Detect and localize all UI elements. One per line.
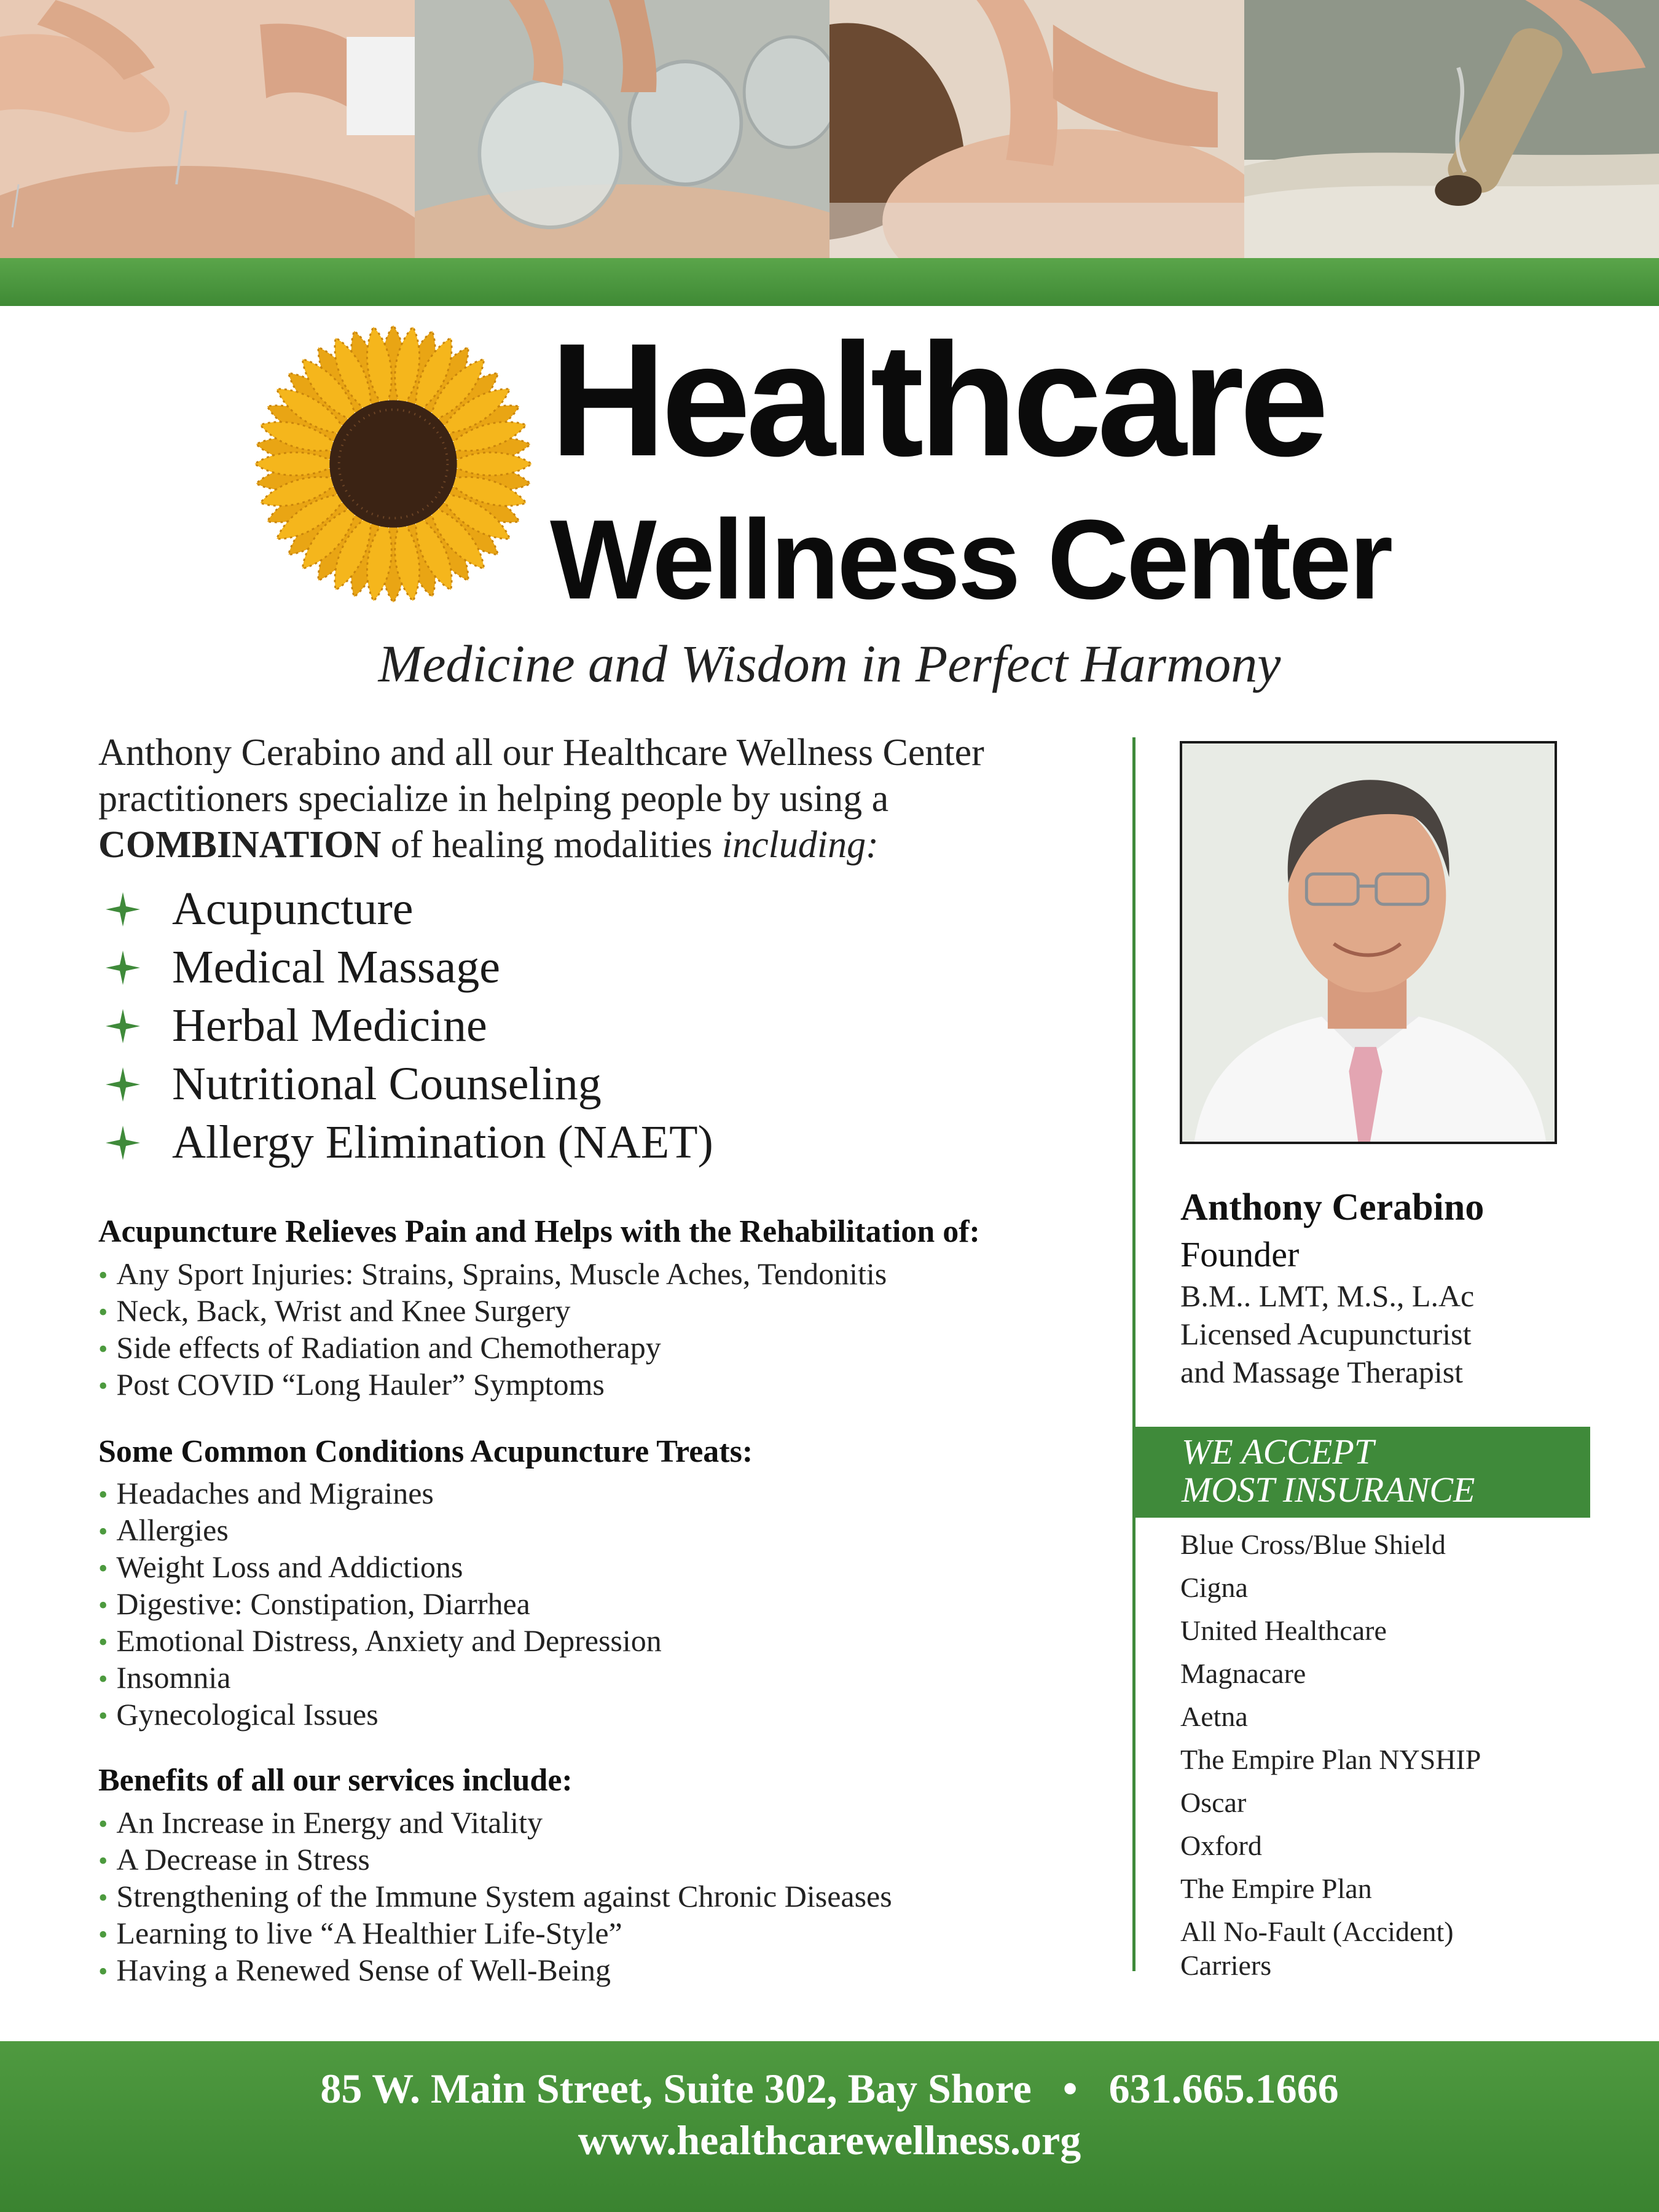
insurance-carrier-no-fault [1180,1915,1481,1982]
conditions-heading: Some Common Conditions Acupuncture Treats: [98,1434,753,1469]
bullet-dot-icon: • [98,1883,108,1913]
list-item [98,1841,892,1878]
list-item [98,1292,887,1329]
modality-item [98,938,713,997]
list-item-text: Side effects of Radiation and Chemotherapy [116,1330,661,1365]
bullet-dot-icon: • [98,1297,108,1327]
bullet-dot-icon: • [98,1701,108,1731]
footer [0,2041,1659,2212]
list-item-text: Neck, Back, Wrist and Knee Surgery [116,1293,571,1328]
benefits-heading: Benefits of all our services include: [98,1763,573,1798]
bullet-dot-icon: • [98,1590,108,1620]
bullet-dot-icon: • [98,1627,108,1657]
list-item [98,1804,892,1841]
founder-credentials: B.M.. LMT, M.S., L.Ac [1180,1279,1475,1313]
footer-website[interactable]: www.healthcarewellness.org [578,2117,1081,2163]
modality-item [98,880,713,938]
bullet-dot-icon: • [98,1920,108,1950]
modality-label: Nutritional Counseling [172,1058,602,1110]
insurance-list [1180,1528,1481,1982]
conditions-list [98,1475,662,1733]
insurance-carrier: The Empire Plan [1180,1873,1372,1904]
insurance-carrier: Oscar [1180,1787,1247,1818]
bullet-dot-icon: • [98,1553,108,1583]
bullet-dot-icon: • [98,1809,108,1839]
star-bullet-icon [104,1124,141,1161]
list-item [98,1255,887,1292]
list-item-text: Digestive: Constipation, Diarrhea [116,1586,530,1621]
founder-role-line1: Licensed Acupuncturist [1180,1317,1472,1351]
intro-emphasis: COMBINATION [98,824,382,866]
tagline: Medicine and Wisdom in Perfect Harmony [378,634,1281,693]
footer-phone[interactable]: 631.665.1666 [1108,2065,1339,2112]
header-green-band [0,258,1659,306]
bullet-dot-icon: • [98,1956,108,1986]
moxibustion-photo [1244,0,1659,258]
star-bullet-icon [104,1008,141,1045]
insurance-carrier-line1: All No-Fault (Accident) [1180,1916,1454,1947]
insurance-heading-line1: WE ACCEPT [1182,1432,1375,1472]
acupuncture-photo [0,0,415,258]
list-item [98,1329,887,1366]
list-item [98,1696,662,1733]
cupping-photo [415,0,830,258]
insurance-heading-line2: MOST INSURANCE [1182,1470,1475,1510]
modality-label: Acupuncture [172,883,414,935]
bullet-dot-icon: • [98,1664,108,1694]
footer-separator: • [1062,2065,1078,2112]
intro-italic: including: [721,824,879,866]
list-item-text: An Increase in Energy and Vitality [116,1805,543,1840]
list-item [98,1366,887,1403]
insurance-carrier: Aetna [1180,1701,1248,1732]
insurance-carrier-line2: Carriers [1180,1950,1272,1981]
list-item [98,1585,662,1622]
insurance-carrier: Oxford [1180,1830,1262,1861]
list-item-text: Weight Loss and Addictions [116,1550,463,1584]
founder-name: Anthony Cerabino [1180,1186,1484,1228]
list-item-text: Gynecological Issues [116,1697,378,1732]
insurance-banner [1132,1427,1590,1518]
bullet-dot-icon: • [98,1334,108,1364]
photo-strip [0,0,1659,258]
list-item [98,1512,662,1548]
insurance-carrier: The Empire Plan NYSHIP [1180,1744,1481,1775]
massage-photo [830,0,1244,258]
list-item-text: Emotional Distress, Anxiety and Depression [116,1623,662,1658]
brand-name-line1: Healthcare [550,310,1324,490]
list-item-text: Insomnia [116,1660,231,1695]
list-item-text: Strengthening of the Immune System against Chronic Diseases [116,1879,892,1913]
bullet-dot-icon: • [98,1260,108,1290]
sunflower-icon [246,316,541,611]
insurance-carrier: Magnacare [1180,1658,1306,1689]
list-item [98,1475,662,1512]
founder-credentials-block [1180,1277,1474,1391]
modalities-list [98,880,713,1172]
list-item-text: Learning to live “A Healthier Life-Style” [116,1916,622,1950]
star-bullet-icon [104,891,141,928]
founder-portrait [1180,741,1557,1144]
intro-text: Anthony Cerabino and all our Healthcare Wellness Center practitioners specialize in helping people by using a [98,732,984,820]
rehab-list [98,1255,887,1403]
modality-item [98,1113,713,1172]
bullet-dot-icon: • [98,1480,108,1510]
bullet-dot-icon: • [98,1516,108,1547]
founder-title: Founder [1180,1234,1300,1274]
insurance-carrier: Cigna [1180,1572,1248,1603]
column-divider [1132,737,1135,1971]
intro-text-2: of healing modalities [381,824,722,866]
list-item [98,1659,662,1696]
list-item-text: Having a Renewed Sense of Well-Being [116,1953,611,1987]
brand-name-line2: Wellness Center [550,496,1391,622]
list-item-text: Post COVID “Long Hauler” Symptoms [116,1367,605,1402]
footer-address: 85 W. Main Street, Suite 302, Bay Shore [320,2065,1032,2112]
benefits-list [98,1804,892,1988]
intro-paragraph [98,730,1106,868]
list-item-text: Any Sport Injuries: Strains, Sprains, Muscle Aches, Tendonitis [116,1257,887,1291]
insurance-carrier: Blue Cross/Blue Shield [1180,1529,1446,1560]
list-item-text: A Decrease in Stress [116,1842,370,1877]
modality-item [98,1055,713,1113]
bullet-dot-icon: • [98,1371,108,1401]
list-item [98,1951,892,1988]
list-item-text: Allergies [116,1513,229,1547]
rehab-heading: Acupuncture Relieves Pain and Helps with the Rehabilitation of: [98,1214,980,1249]
footer-contact-line [0,2065,1659,2113]
insurance-carrier: United Healthcare [1180,1615,1387,1646]
list-item [98,1622,662,1659]
list-item [98,1915,892,1951]
list-item-text: Headaches and Migraines [116,1476,434,1510]
list-item [98,1878,892,1915]
list-item [98,1548,662,1585]
star-bullet-icon [104,949,141,986]
bullet-dot-icon: • [98,1846,108,1876]
star-bullet-icon [104,1066,141,1103]
modality-label: Medical Massage [172,941,500,993]
modality-item [98,997,713,1055]
sunflower-center [329,400,457,527]
modality-label: Herbal Medicine [172,1000,487,1051]
founder-role-line2: and Massage Therapist [1180,1355,1464,1389]
modality-label: Allergy Elimination (NAET) [172,1116,713,1168]
